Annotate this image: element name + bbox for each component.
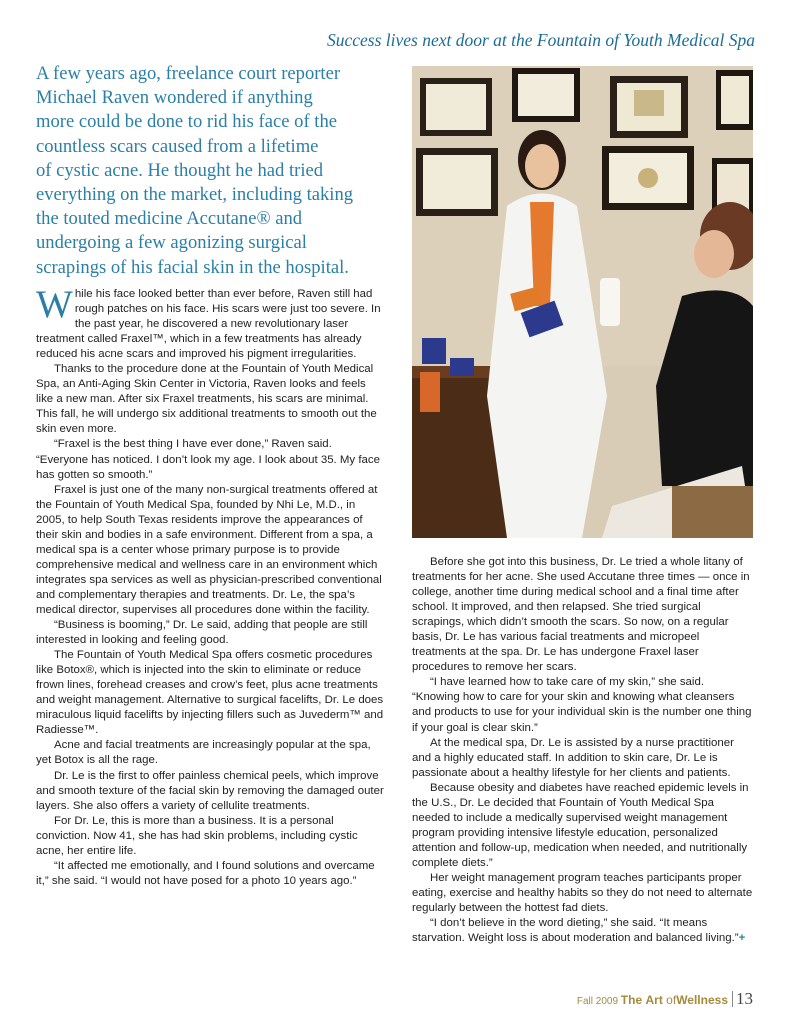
lead-line: of cystic acne. He thought he had tried xyxy=(36,159,324,181)
lead-line: A few years ago, freelance court reporter xyxy=(36,63,341,84)
body-paragraph: At the medical spa, Dr. Le is assisted by a nurse practitioner and a highly educated staff. In addition to skin care, Dr. Le is passionate about a healthy lifestyle for her clients and patients. xyxy=(412,736,734,779)
body-paragraph: While his face looked better than ever before, Raven still had rough patches on his face. His scars were just too severe. In the past year, he discovered a new revolutionary laser treatment called Fraxel™, which in a few treatments has already reduced his acne scars and improved his pigment irregularities. xyxy=(36,283,381,361)
body-paragraph: “It affected me emotionally, and I found solutions and overcame it,” she said. “I would not have posed for a photo 10 years ago.” xyxy=(36,859,375,887)
article-column-left xyxy=(36,283,384,889)
end-mark-icon: + xyxy=(738,932,746,945)
lead-line: everything on the market, including taking xyxy=(36,184,354,206)
issue-date: Fall 2009 xyxy=(576,996,619,1007)
body-paragraph: Before she got into this business, Dr. Le tried a whole litany of treatments for her acne. She used Accutane three times — once in college, another time during medical school and a final time after school. It improved, and then relapsed. She tried surgical scrapings, which didn’t smooth the scars. So now, on a regular basis, Dr. Le has various facial treatments and micropeel treatments at the spa. Dr. Le has undergone Fraxel laser procedures to remove her scars. xyxy=(412,556,750,674)
body-paragraph: “I have learned how to take care of my skin,” she said. “Knowing how to care for your skin and knowing what cleansers and products to use for your individual skin is the number one thing if your goal is clear skin.” xyxy=(412,676,752,734)
body-paragraph: Fraxel is just one of the many non-surgical treatments offered at the Fountain of Youth Medical Spa, founded by Nhi Le, M.D., in 2005, to help South Texas residents improve the appearances of their skin and bodies in a safe environment. Different from a spa, a medical spa is a center whose primary purpose is to provide comprehensive medical and wellness care in an environment which integrates spa services as well as physician-prescribed conventional and complementary therapies and treatments. Dr. Le, the spa’s medical director, supervises all procedures done within the facility. xyxy=(36,483,382,616)
body-paragraph: Thanks to the procedure done at the Fountain of Youth Medical Spa, an Anti-Aging Skin Center in Victoria, Raven looks and feels like a new man. After six Fraxel treatments, his scars are minimal. This fall, he will undergo six additional treatments to smooth out the skin even more. xyxy=(36,363,377,436)
body-paragraph: Because obesity and diabetes have reached epidemic levels in the U.S., Dr. Le decided that Fountain of Youth Medical Spa needed to include a medically supervised weight management program providing intensive lifestyle education, personalized attention and follow-up, medication when needed, and nutritionally complete diets.” xyxy=(412,781,749,869)
article-photo xyxy=(412,66,753,538)
running-header: Success lives next door at the Fountain of Youth Medical Spa xyxy=(326,30,755,50)
framed-certificate xyxy=(610,76,688,138)
lead-line: Michael Raven wondered if anything xyxy=(36,87,313,109)
page-footer xyxy=(577,989,753,1009)
lead-paragraph xyxy=(36,62,408,280)
lead-line: countless scars caused from a lifetime xyxy=(36,135,319,157)
lead-line: the touted medicine Accutane® and xyxy=(36,208,303,230)
drop-cap: W xyxy=(36,283,73,326)
photo-illustration xyxy=(412,66,753,538)
footer-divider xyxy=(732,991,733,1007)
body-paragraph: “Business is booming,” Dr. Le said, adding that people are still interested in looking and feeling good. xyxy=(36,619,368,647)
body-paragraph: Dr. Le is the first to offer painless chemical peels, which improve and smooth texture of the facial skin by removing the damaged outer layers. She also offers a variety of cellulite treatments. xyxy=(36,769,384,812)
page-number: 13 xyxy=(736,989,753,1008)
framed-certificate xyxy=(416,148,498,216)
framed-certificate xyxy=(512,68,580,122)
body-paragraph: “Fraxel is the best thing I have ever done,” Raven said. “Everyone has noticed. I don’t look my age. I look about 35. My face has gotten so smooth.” xyxy=(36,438,380,481)
body-paragraph: Acne and facial treatments are increasingly popular at the spa, yet Botox is all the rage. xyxy=(36,739,371,767)
framed-certificate xyxy=(716,70,753,130)
framed-certificate xyxy=(602,146,694,210)
lead-line: more could be done to rid his face of the xyxy=(36,111,338,133)
article-column-right xyxy=(412,555,753,946)
body-paragraph: The Fountain of Youth Medical Spa offers cosmetic procedures like Botox®, which is injected into the skin to eliminate or reduce frown lines, forehead creases and crow’s feet, plus acne treatments and weight management. Alternative to surgical facelifts, Dr. Le does miraculous liquid facelifts by injecting fillers such as Juvederm™ and Radiesse™. xyxy=(36,649,384,737)
framed-certificate xyxy=(420,78,492,136)
body-paragraph: “I don’t believe in the word dieting,” she said. “It means starvation. Weight loss is about moderation and balanced living.”+ xyxy=(412,917,746,945)
lead-line: scrapings of his facial skin in the hospital. xyxy=(36,256,349,278)
body-paragraph: Her weight management program teaches participants proper eating, exercise and healthy habits so they do not need to alternate regularly between the hottest fad diets. xyxy=(412,871,753,915)
body-paragraph: For Dr. Le, this is more than a business. It is a personal conviction. Now 41, she has had skin problems, including cystic acne, her entire life. xyxy=(36,814,358,857)
lead-line: undergoing a few agonizing surgical xyxy=(36,232,307,254)
magazine-name: The Art ofWellness xyxy=(620,993,728,1007)
